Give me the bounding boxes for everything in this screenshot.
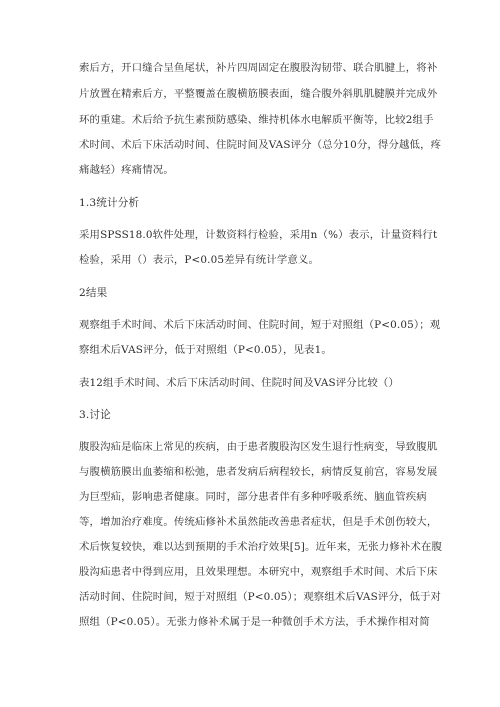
section-3-line-2: 与腹横筋膜出血萎缩和松弛，患者发病后病程较长，病情反复前宫，容易发展 — [79, 466, 438, 478]
section-3-line-3: 为巨型疝，影响患者健康。同时，部分患者伴有多种呼吸系统、脑血管疾病 — [79, 491, 427, 503]
paragraph-1-line-2: 片放置在精索后方，平整覆盖在腹横筋膜表面，缝合腹外斜肌肌腱膜并完成外 — [79, 88, 438, 100]
section-3-heading: 3.讨论 — [79, 409, 111, 421]
section-1-3-line-2: 检验，采用（）表示，P<0.05差异有统计学意义。 — [79, 254, 320, 266]
section-3-line-4: 等，增加治疗难度。传统疝修补术虽然能改善患者症状，但是手术创伤较大， — [79, 516, 438, 528]
paragraph-1-line-3: 环的重建。术后给予抗生素预防感染、维持机体水电解质平衡等，比较2组手 — [79, 114, 434, 126]
section-3-line-5: 术后恢复较快，难以达到预期的手术治疗效果[5]。近年来，无张力修补术在腹 — [79, 541, 443, 553]
paragraph-1-line-5: 痛越轻）疼痛情况。 — [79, 164, 174, 176]
table-caption: 表12组手术时间、术后下床活动时间、住院时间及VAS评分比较（） — [79, 377, 399, 389]
section-3-line-7: 活动时间、住院时间，短于对照组（P<0.05）；观察组术后VAS评分，低于对 — [79, 591, 442, 603]
section-3-line-6: 股沟疝患者中得到应用，且效果理想。本研究中，观察组手术时间、术后下床 — [79, 566, 438, 578]
section-3-line-8: 照组（P<0.05）。无张力修补术属于是一种微创手术方法，手术操作相对简 — [79, 616, 430, 628]
section-3-line-1: 腹股沟疝是临床上常见的疾病，由于患者腹股沟区发生退行性病变，导致腹肌 — [79, 441, 438, 453]
section-1-3-line-1: 采用SPSS18.0软件处理，计数资料行检验，采用n（%）表示，计量资料行t — [79, 229, 438, 241]
section-2-line-1: 观察组手术时间、术后下床活动时间、住院时间，短于对照组（P<0.05）；观 — [79, 319, 441, 331]
paragraph-1-line-1: 索后方，开口缝合呈鱼尾状，补片四周固定在腹股沟韧带、联合肌腱上，将补 — [79, 62, 438, 74]
section-1-3-heading: 1.3统计分析 — [79, 197, 140, 209]
paragraph-1-line-4: 术时间、术后下床活动时间、住院时间及VAS评分（总分10分，得分越低，疼 — [79, 139, 442, 151]
section-2-heading: 2结果 — [79, 287, 108, 299]
section-2-line-2: 察组术后VAS评分，低于对照组（P<0.05），见表1。 — [79, 344, 332, 356]
